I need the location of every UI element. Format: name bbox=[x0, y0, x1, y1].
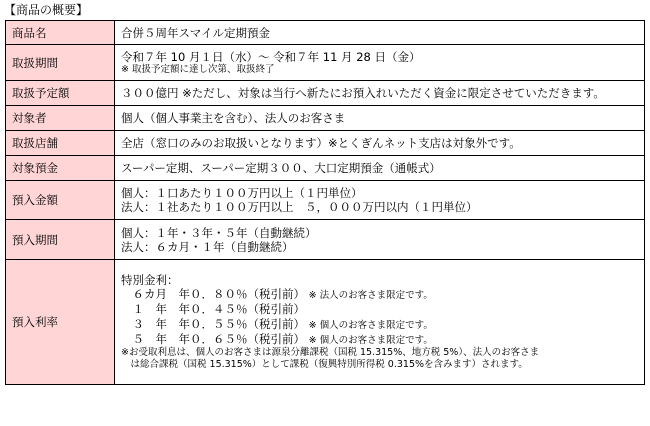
row-label: 取扱予定額 bbox=[6, 81, 115, 106]
rate-text: ３ 年 年０．５５％（税引前） bbox=[132, 317, 305, 331]
rate-text: ５ 年 年０．６５％（税引前） bbox=[132, 332, 305, 346]
tax-footnote: は総合課税（国税 15.315%）として課税（復興特別所得税 0.315%を含みます）されます。 bbox=[121, 359, 528, 370]
table-row bbox=[6, 220, 645, 260]
row-label: 対象預金 bbox=[6, 156, 115, 181]
row-value bbox=[115, 181, 645, 220]
table-row bbox=[6, 21, 645, 45]
rate-note: ※ 法人のお客さま限定です。 bbox=[308, 290, 433, 301]
rate-title: 特別金利： bbox=[121, 273, 179, 287]
row-value bbox=[115, 220, 645, 260]
rate-text: ６カ月 年０．８０％（税引前） bbox=[132, 287, 305, 301]
value-note: ※ 取扱予定額に達し次第、取扱終了 bbox=[121, 63, 275, 75]
row-value bbox=[115, 21, 645, 45]
rate-note: ※ 個人のお客さま限定です。 bbox=[308, 320, 433, 331]
row-value bbox=[115, 106, 645, 131]
table-row bbox=[6, 131, 645, 156]
value-line: 個人（個人事業主を含む）、法人のお客さま bbox=[121, 111, 346, 125]
value-line: ３００億円 ※ただし、対象は当行へ新たにお預入れいただく資金に限定させていただきます。 bbox=[121, 86, 605, 100]
row-label: 取扱店舗 bbox=[6, 131, 115, 156]
table-row bbox=[6, 260, 645, 385]
row-label: 取扱期間 bbox=[6, 45, 115, 81]
row-label: 対象者 bbox=[6, 106, 115, 131]
value-line: スーパー定期、スーパー定期３００、大口定期預金（通帳式） bbox=[121, 161, 441, 175]
row-value bbox=[115, 45, 645, 81]
rate-note: ※ 個人のお客さま限定です。 bbox=[308, 335, 433, 346]
section-heading: 【商品の概要】 bbox=[4, 3, 89, 17]
rate-line bbox=[121, 332, 638, 347]
row-label: 預入金額 bbox=[6, 181, 115, 220]
value-line: 合併５周年スマイル定期預金 bbox=[121, 25, 271, 40]
rate-line bbox=[121, 287, 638, 302]
table-row bbox=[6, 106, 645, 131]
value-line: 令和７年 10 月１日（水）～ 令和７年 11 月 28 日（金） bbox=[121, 49, 421, 64]
rate-line bbox=[121, 317, 638, 332]
value-line: 法人：６カ月・１年（自動継続） bbox=[121, 239, 294, 254]
rate-text: １ 年 年０．４５％（税引前） bbox=[132, 302, 305, 316]
rate-details bbox=[115, 260, 645, 385]
row-label: 預入期間 bbox=[6, 220, 115, 260]
row-value bbox=[115, 131, 645, 156]
product-summary-table bbox=[5, 20, 645, 385]
value-line: 法人：１社あたり１００万円以上 ５，０００万円以内（１円単位） bbox=[121, 200, 478, 214]
tax-footnote: ※お受取利息は、個人のお客さまは源泉分離課税（国税 15.315%、地方税 5%）、法人のお客さま bbox=[121, 347, 540, 358]
table-row bbox=[6, 156, 645, 181]
table-row bbox=[6, 81, 645, 106]
row-label: 商品名 bbox=[6, 21, 115, 45]
table-row bbox=[6, 181, 645, 220]
table-row bbox=[6, 45, 645, 81]
value-line: 個人：１年・３年・５年（自動継続） bbox=[121, 225, 317, 240]
row-value bbox=[115, 81, 645, 106]
rate-line bbox=[121, 302, 638, 317]
row-value bbox=[115, 156, 645, 181]
value-line: 全店（窓口のみのお取扱いとなります）※とくぎんネット支店は対象外です。 bbox=[121, 136, 521, 150]
row-label: 預入利率 bbox=[6, 260, 115, 385]
value-line: 個人：１口あたり１００万円以上（１円単位） bbox=[121, 186, 363, 200]
